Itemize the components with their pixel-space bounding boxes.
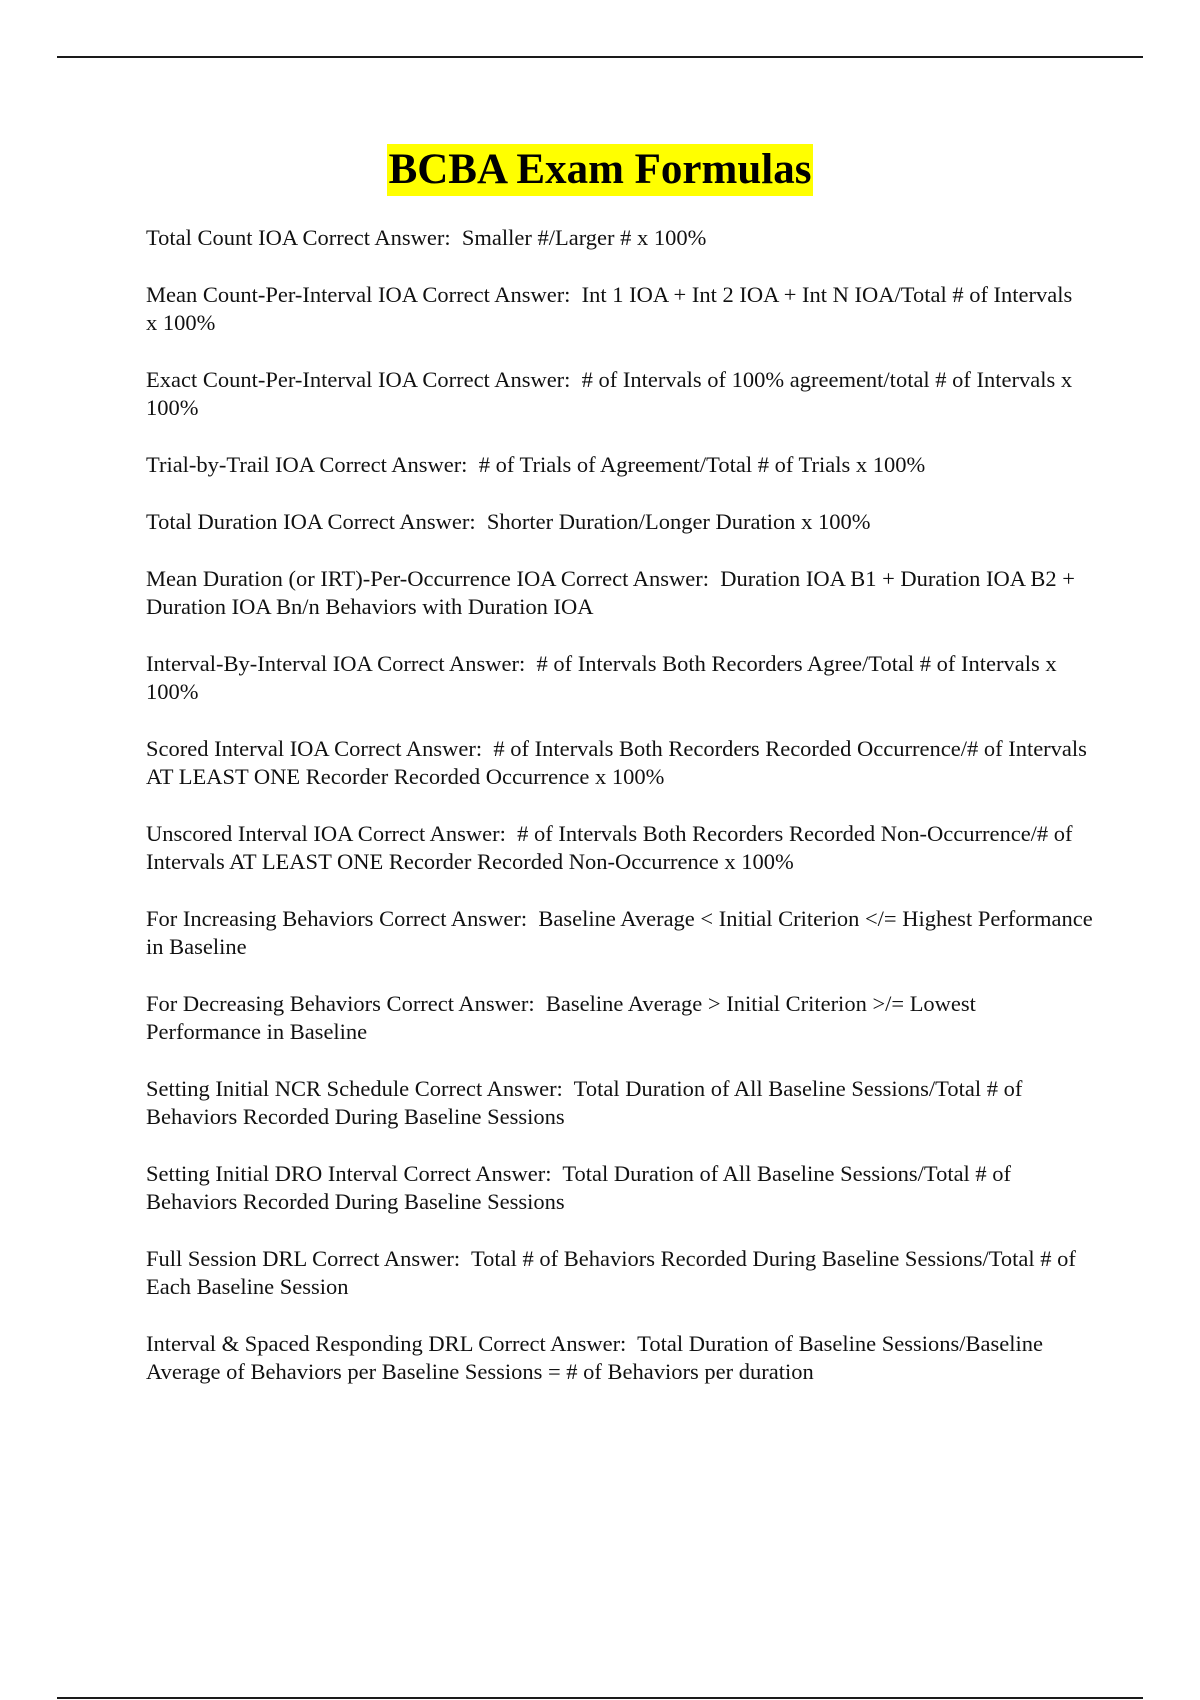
formula-entry [146, 281, 1096, 337]
top-rule [57, 56, 1143, 58]
formula-text: Total Duration IOA Correct Answer: Shorter Duration/Longer Duration x 100% [146, 509, 871, 534]
formula-text: For Decreasing Behaviors Correct Answer: Baseline Average > Initial Criterion >/= Lowest Performance in Baseline [146, 991, 982, 1044]
formula-entry [146, 1075, 1096, 1131]
title-container [0, 144, 1200, 196]
formula-text: Interval & Spaced Responding DRL Correct Answer: Total Duration of Baseline Sessions/Baseline Average of Behaviors per Baseline Sessions = # of Behaviors per duration [146, 1331, 1048, 1384]
formula-entry [146, 508, 1096, 536]
formula-text: Unscored Interval IOA Correct Answer: # of Intervals Both Recorders Recorded Non-Occurrence/# of Intervals AT LEAST ONE Recorder Recorded Non-Occurrence x 100% [146, 821, 1079, 874]
formula-entry [146, 820, 1096, 876]
formula-text: Mean Count-Per-Interval IOA Correct Answer: Int 1 IOA + Int 2 IOA + Int N IOA/Total # of Intervals x 100% [146, 282, 1073, 335]
bottom-rule [57, 1697, 1143, 1699]
formula-entry [146, 905, 1099, 961]
formula-entry [146, 735, 1096, 791]
formula-text: Mean Duration (or IRT)-Per-Occurrence IOA Correct Answer: Duration IOA B1 + Duration IOA B2 + Duration IOA Bn/n Behaviors with Duration IOA [146, 566, 1081, 619]
formula-list [146, 224, 1099, 1415]
formula-text: Trial-by-Trail IOA Correct Answer: # of Trials of Agreement/Total # of Trials x 100% [146, 452, 926, 477]
formula-text: Total Count IOA Correct Answer: Smaller #/Larger # x 100% [146, 225, 707, 250]
formula-entry [146, 565, 1096, 621]
formula-text: Setting Initial DRO Interval Correct Answer: Total Duration of All Baseline Sessions/Total # of Behaviors Recorded During Baseline Sessions [146, 1161, 1017, 1214]
formula-text: Exact Count-Per-Interval IOA Correct Answer: # of Intervals of 100% agreement/total # of Intervals x 100% [146, 367, 1078, 420]
formula-entry [146, 650, 1096, 706]
formula-entry [146, 451, 1096, 479]
formula-text: For Increasing Behaviors Correct Answer: Baseline Average < Initial Criterion </= Highest Performance in Baseline [146, 906, 1099, 959]
formula-text: Interval-By-Interval IOA Correct Answer: # of Intervals Both Recorders Agree/Total # of Intervals x 100% [146, 651, 1063, 704]
formula-text: Scored Interval IOA Correct Answer: # of Intervals Both Recorders Recorded Occurrence/# of Intervals AT LEAST ONE Recorder Recorded Occurrence x 100% [146, 736, 1092, 789]
formula-entry [146, 1330, 1096, 1386]
formula-entry [146, 1245, 1096, 1301]
formula-entry [146, 1160, 1096, 1216]
formula-text: Setting Initial NCR Schedule Correct Answer: Total Duration of All Baseline Sessions/Total # of Behaviors Recorded During Baseline Sessions [146, 1076, 1028, 1129]
formula-entry [146, 224, 1096, 252]
page-title: BCBA Exam Formulas [387, 144, 814, 196]
formula-text: Full Session DRL Correct Answer: Total # of Behaviors Recorded During Baseline Sessions/Total # of Each Baseline Session [146, 1246, 1082, 1299]
formula-entry [146, 366, 1096, 422]
formula-entry [146, 990, 1096, 1046]
